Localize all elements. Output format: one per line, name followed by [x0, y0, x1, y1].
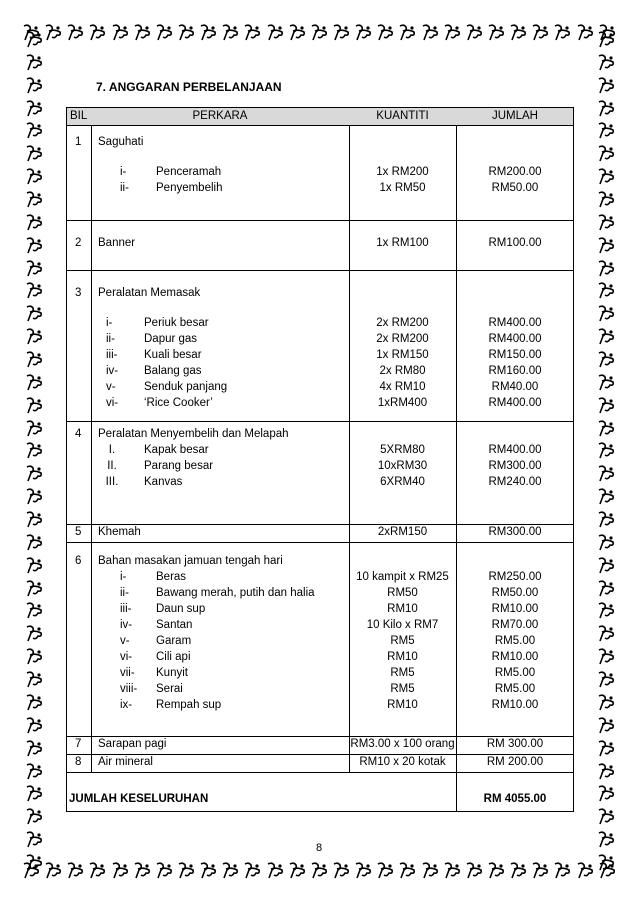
item-total: RM5.00: [494, 635, 536, 647]
bell-flower-icon: [25, 76, 45, 96]
bell-flower-icon: [25, 121, 45, 141]
table-row: [67, 271, 573, 422]
item-quantity: 2x RM200: [376, 333, 429, 345]
bell-flower-icon: [597, 396, 617, 416]
bell-flower-icon: [597, 281, 617, 301]
item-number: vi-: [120, 651, 133, 663]
bell-flower-icon: [25, 556, 45, 576]
item-quantity: 4x RM10: [379, 381, 426, 393]
item-number: vii-: [120, 667, 135, 679]
item-name: Dapur gas: [144, 333, 198, 345]
bell-flower-icon: [376, 23, 396, 43]
item-total: RM10.00: [491, 651, 539, 663]
item-quantity: RM5: [390, 667, 415, 679]
bell-flower-icon: [597, 533, 617, 553]
item-total: RM400.00: [488, 397, 542, 409]
item-name: Kanvas: [144, 476, 183, 488]
item-total: RM240.00: [488, 476, 542, 488]
header-kuantiti: KUANTITI: [376, 110, 429, 122]
bell-flower-icon: [25, 624, 45, 644]
bell-flower-icon: [597, 807, 617, 827]
bell-flower-icon: [597, 190, 617, 210]
bell-flower-icon: [465, 861, 485, 881]
bell-flower-icon: [597, 304, 617, 324]
bell-flower-icon: [25, 53, 45, 73]
row-title: Saguhati: [98, 136, 144, 148]
item-number: i-: [106, 317, 113, 329]
item-number: v-: [120, 635, 130, 647]
table-row: [67, 737, 573, 755]
item-total: RM40.00: [491, 381, 539, 393]
row-quantity: RM3.00 x 100 orang: [350, 738, 455, 750]
row-total: RM 300.00: [486, 738, 544, 750]
item-name: Parang besar: [144, 460, 214, 472]
bell-flower-icon: [421, 23, 441, 43]
item-number: iv-: [120, 619, 133, 631]
item-quantity: RM5: [390, 683, 415, 695]
bell-flower-icon: [597, 236, 617, 256]
bell-flower-icon: [465, 23, 485, 43]
item-quantity: 10xRM30: [377, 460, 428, 472]
item-number: ii-: [106, 333, 115, 345]
bell-flower-icon: [199, 861, 219, 881]
bell-flower-icon: [25, 373, 45, 393]
table-row: [67, 422, 573, 525]
table-row: [67, 755, 573, 773]
border-left: [20, 30, 50, 873]
bell-flower-icon: [443, 861, 463, 881]
bell-flower-icon: [221, 23, 241, 43]
bell-flower-icon: [25, 236, 45, 256]
item-total: RM5.00: [494, 683, 536, 695]
item-quantity: 10 kampit x RM25: [356, 571, 449, 583]
bell-flower-icon: [443, 23, 463, 43]
bell-flower-icon: [66, 861, 86, 881]
table-row: [67, 221, 573, 271]
bell-flower-icon: [597, 350, 617, 370]
bell-flower-icon: [133, 23, 153, 43]
bell-flower-icon: [553, 23, 573, 43]
item-total: RM10.00: [491, 699, 539, 711]
bell-flower-icon: [597, 121, 617, 141]
item-name: Balang gas: [144, 365, 202, 377]
item-name: Daun sup: [156, 603, 206, 615]
bell-flower-icon: [597, 167, 617, 187]
bell-flower-icon: [25, 99, 45, 119]
item-total: RM400.00: [488, 317, 542, 329]
row-quantity: RM10 x 20 kotak: [359, 756, 446, 768]
row-number: 2: [75, 237, 82, 249]
bell-flower-icon: [597, 716, 617, 736]
item-quantity: 5XRM80: [380, 444, 425, 456]
row-title: Khemah: [98, 526, 141, 538]
bell-flower-icon: [25, 350, 45, 370]
bell-flower-icon: [597, 647, 617, 667]
header-jumlah: JUMLAH: [491, 110, 538, 122]
item-quantity: 10 Kilo x RM7: [366, 619, 439, 631]
bell-flower-icon: [199, 23, 219, 43]
grand-total-label: JUMLAH KESELURUHAN: [69, 793, 209, 805]
row-total: RM300.00: [488, 526, 542, 538]
bell-flower-icon: [597, 53, 617, 73]
bell-flower-icon: [597, 601, 617, 621]
bell-flower-icon: [597, 784, 617, 804]
item-name: Kapak besar: [144, 444, 209, 456]
bell-flower-icon: [310, 861, 330, 881]
item-name: Serai: [156, 683, 183, 695]
bell-flower-icon: [487, 23, 507, 43]
item-name: Kunyit: [156, 667, 188, 679]
row-title: Air mineral: [98, 756, 153, 768]
bell-flower-icon: [25, 693, 45, 713]
item-quantity: 6XRM40: [380, 476, 425, 488]
item-total: RM160.00: [488, 365, 542, 377]
row-title: Peralatan Menyembelih dan Melapah: [98, 428, 289, 440]
bell-flower-icon: [597, 464, 617, 484]
border-right: [592, 30, 622, 873]
item-quantity: 1xRM400: [377, 397, 428, 409]
bell-flower-icon: [597, 76, 617, 96]
bell-flower-icon: [354, 23, 374, 43]
item-name: Rempah sup: [156, 699, 222, 711]
bell-flower-icon: [597, 693, 617, 713]
row-title: Bahan masakan jamuan tengah hari: [98, 555, 283, 567]
bell-flower-icon: [25, 396, 45, 416]
item-number: viii-: [120, 683, 138, 695]
row-quantity: 1x RM100: [376, 237, 429, 249]
row-number: 7: [75, 738, 82, 750]
item-number: i-: [120, 166, 127, 178]
bell-flower-icon: [25, 853, 45, 873]
item-name: Penyembelih: [156, 182, 223, 194]
bell-flower-icon: [597, 441, 617, 461]
bell-flower-icon: [25, 762, 45, 782]
bell-flower-icon: [25, 281, 45, 301]
item-name: Bawang merah, putih dan halia: [156, 587, 315, 599]
bell-flower-icon: [509, 23, 529, 43]
bell-flower-icon: [221, 861, 241, 881]
table-header: [67, 108, 573, 126]
item-total: RM400.00: [488, 333, 542, 345]
item-number: v-: [106, 381, 116, 393]
bell-flower-icon: [531, 861, 551, 881]
bell-flower-icon: [354, 861, 374, 881]
table-row: [67, 543, 573, 737]
row-title: Banner: [98, 237, 136, 249]
bell-flower-icon: [597, 739, 617, 759]
bell-flower-icon: [597, 144, 617, 164]
bell-flower-icon: [597, 624, 617, 644]
row-title: Peralatan Memasak: [98, 287, 201, 299]
item-number: II.: [107, 460, 117, 472]
row-total: RM 200.00: [486, 756, 544, 768]
item-name: Garam: [156, 635, 192, 647]
item-quantity: 2x RM200: [376, 317, 429, 329]
bell-flower-icon: [25, 647, 45, 667]
bell-flower-icon: [25, 419, 45, 439]
item-quantity: RM10: [387, 603, 418, 615]
bell-flower-icon: [66, 23, 86, 43]
item-name: ‘Rice Cooker’: [144, 397, 213, 409]
item-number: iii-: [106, 349, 118, 361]
bell-flower-icon: [597, 373, 617, 393]
row-number: 6: [75, 555, 82, 567]
bell-flower-icon: [332, 23, 352, 43]
item-number: ii-: [120, 182, 129, 194]
bell-flower-icon: [25, 190, 45, 210]
item-total: RM200.00: [488, 166, 542, 178]
bell-flower-icon: [597, 259, 617, 279]
item-number: iv-: [106, 365, 119, 377]
item-total: RM70.00: [491, 619, 539, 631]
row-quantity: 2xRM150: [377, 526, 428, 538]
bell-flower-icon: [111, 23, 131, 43]
item-number: iii-: [120, 603, 132, 615]
grand-total-value: RM 4055.00: [483, 793, 547, 805]
row-number: 8: [75, 756, 82, 768]
item-name: Periuk besar: [144, 317, 209, 329]
bell-flower-icon: [288, 861, 308, 881]
bell-flower-icon: [25, 213, 45, 233]
bell-flower-icon: [288, 23, 308, 43]
bell-flower-icon: [25, 533, 45, 553]
item-quantity: RM5: [390, 635, 415, 647]
row-number: 5: [75, 526, 82, 538]
item-total: RM10.00: [491, 603, 539, 615]
item-number: ix-: [120, 699, 133, 711]
table-row: [67, 126, 573, 221]
grand-total-row: [67, 773, 573, 811]
bell-flower-icon: [25, 441, 45, 461]
bell-flower-icon: [487, 861, 507, 881]
page-number: 8: [315, 842, 323, 854]
bell-flower-icon: [597, 853, 617, 873]
bell-flower-icon: [25, 784, 45, 804]
item-total: RM50.00: [491, 182, 539, 194]
item-number: i-: [120, 571, 127, 583]
border-top: [22, 18, 618, 48]
bell-flower-icon: [25, 739, 45, 759]
bell-flower-icon: [597, 670, 617, 690]
bell-flower-icon: [177, 23, 197, 43]
bell-flower-icon: [25, 716, 45, 736]
bell-flower-icon: [243, 861, 263, 881]
row-number: 3: [75, 287, 82, 299]
item-total: RM150.00: [488, 349, 542, 361]
bell-flower-icon: [376, 861, 396, 881]
bell-flower-icon: [25, 601, 45, 621]
bell-flower-icon: [25, 807, 45, 827]
bell-flower-icon: [398, 23, 418, 43]
bell-flower-icon: [177, 861, 197, 881]
item-total: RM5.00: [494, 667, 536, 679]
item-quantity: 2x RM80: [379, 365, 426, 377]
item-name: Kuali besar: [144, 349, 202, 361]
bell-flower-icon: [597, 213, 617, 233]
bell-flower-icon: [25, 144, 45, 164]
item-quantity: RM10: [387, 651, 418, 663]
item-number: III.: [105, 476, 119, 488]
row-total: RM100.00: [488, 237, 542, 249]
row-number: 4: [75, 428, 82, 440]
item-number: vi-: [106, 397, 119, 409]
bell-flower-icon: [310, 23, 330, 43]
bell-flower-icon: [597, 487, 617, 507]
bell-flower-icon: [597, 30, 617, 50]
bell-flower-icon: [421, 861, 441, 881]
item-number: ii-: [120, 587, 129, 599]
bell-flower-icon: [25, 259, 45, 279]
bell-flower-icon: [597, 419, 617, 439]
bell-flower-icon: [266, 23, 286, 43]
item-name: Cili api: [156, 651, 191, 663]
item-quantity: 1x RM200: [376, 166, 429, 178]
bell-flower-icon: [88, 23, 108, 43]
bell-flower-icon: [155, 861, 175, 881]
bell-flower-icon: [25, 167, 45, 187]
item-name: Senduk panjang: [144, 381, 228, 393]
header-bil: BIL: [70, 110, 88, 122]
item-quantity: 1x RM50: [379, 182, 426, 194]
section-heading: 7. ANGGARAN PERBELANJAAN: [96, 80, 282, 94]
bell-flower-icon: [509, 861, 529, 881]
bell-flower-icon: [88, 861, 108, 881]
bell-flower-icon: [25, 327, 45, 347]
bell-flower-icon: [597, 510, 617, 530]
item-name: Santan: [156, 619, 193, 631]
bell-flower-icon: [111, 861, 131, 881]
bell-flower-icon: [398, 861, 418, 881]
bell-flower-icon: [243, 23, 263, 43]
item-total: RM300.00: [488, 460, 542, 472]
row-title: Sarapan pagi: [98, 738, 167, 750]
item-total: RM250.00: [488, 571, 542, 583]
bell-flower-icon: [155, 23, 175, 43]
item-quantity: RM10: [387, 699, 418, 711]
bell-flower-icon: [25, 579, 45, 599]
item-name: Beras: [156, 571, 187, 583]
bell-flower-icon: [25, 304, 45, 324]
bell-flower-icon: [25, 670, 45, 690]
bell-flower-icon: [531, 23, 551, 43]
bell-flower-icon: [25, 464, 45, 484]
table-row: [67, 525, 573, 543]
item-quantity: RM50: [387, 587, 418, 599]
bell-flower-icon: [597, 99, 617, 119]
row-number: 1: [75, 136, 82, 148]
bell-flower-icon: [597, 556, 617, 576]
bell-flower-icon: [25, 487, 45, 507]
bell-flower-icon: [266, 861, 286, 881]
item-name: Penceramah: [156, 166, 222, 178]
item-number: I.: [108, 444, 116, 456]
bell-flower-icon: [133, 861, 153, 881]
bell-flower-icon: [25, 30, 45, 50]
bell-flower-icon: [25, 510, 45, 530]
budget-table: [66, 107, 574, 812]
item-quantity: 1x RM150: [376, 349, 429, 361]
bell-flower-icon: [597, 579, 617, 599]
item-total: RM400.00: [488, 444, 542, 456]
bell-flower-icon: [332, 861, 352, 881]
border-bottom: [22, 856, 618, 886]
bell-flower-icon: [553, 861, 573, 881]
bell-flower-icon: [597, 327, 617, 347]
header-perkara: PERKARA: [192, 110, 248, 122]
item-total: RM50.00: [491, 587, 539, 599]
bell-flower-icon: [597, 762, 617, 782]
